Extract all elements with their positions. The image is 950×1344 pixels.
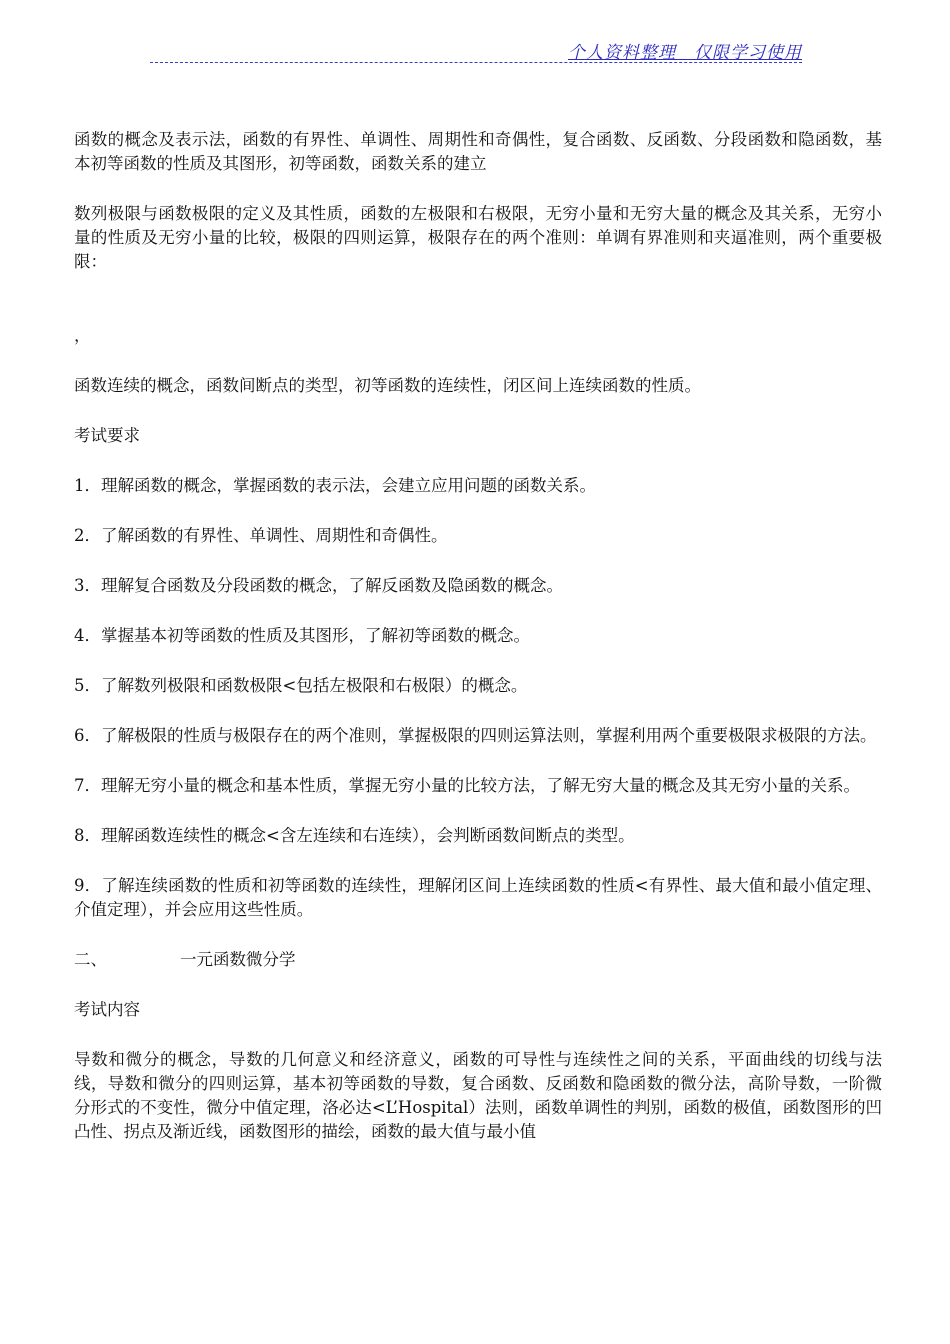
section-number: 二、 [74, 950, 107, 969]
requirement-item: 1．理解函数的概念，掌握函数的表示法，会建立应用问题的函数关系。 [74, 476, 596, 495]
requirement-item: 3．理解复合函数及分段函数的概念，了解反函数及隐函数的概念。 [74, 576, 563, 595]
requirement-item: 7．理解无穷小量的概念和基本性质，掌握无穷小量的比较方法，了解无穷大量的概念及其无穷小量的关系。 [74, 776, 860, 795]
heading-exam-content: 考试内容 [74, 1000, 140, 1019]
requirement-item: 2．了解函数的有界性、单调性、周期性和奇偶性。 [74, 526, 448, 545]
section-heading-2 [74, 948, 882, 972]
paragraph-continuity: 函数连续的概念，函数间断点的类型，初等函数的连续性，闭区间上连续函数的性质。 [74, 376, 701, 395]
requirement-item: 9．了解连续函数的性质和初等函数的连续性，理解闭区间上连续函数的性质<有界性、最大值和最小值定理、介值定理），并会应用这些性质。 [74, 876, 882, 919]
page-header [150, 38, 802, 63]
paragraph-differential-calculus: 导数和微分的概念，导数的几何意义和经济意义，函数的可导性与连续性之间的关系，平面曲线的切线与法线，导数和微分的四则运算，基本初等函数的导数，复合函数、反函数和隐函数的微分法，高阶导数，一阶微分形式的不变性，微分中值定理，洛必达<L’Hospital）法则，函数单调性的判别，函数的极值，函数图形的凹凸性、拐点及渐近线，函数图形的描绘，函数的最大值与最小值 [74, 1050, 882, 1141]
document-body [74, 128, 882, 1144]
requirement-item: 6．了解极限的性质与极限存在的两个准则，掌握极限的四则运算法则，掌握利用两个重要极限求极限的方法。 [74, 726, 877, 745]
header-text: 个人资料整理 仅限学习使用 [568, 43, 802, 63]
requirement-item: 4．掌握基本初等函数的性质及其图形，了解初等函数的概念。 [74, 626, 530, 645]
section-title: 一元函数微分学 [180, 950, 296, 969]
requirement-item: 5．了解数列极限和函数极限<包括左极限和右极限）的概念。 [74, 676, 528, 695]
heading-exam-requirements: 考试要求 [74, 426, 140, 445]
paragraph-comma: ， [74, 326, 91, 345]
paragraph-limits: 数列极限与函数极限的定义及其性质，函数的左极限和右极限，无穷小量和无穷大量的概念及其关系，无穷小量的性质及无穷小量的比较，极限的四则运算，极限存在的两个准则：单调有界准则和夹逼准则，两个重要极限： [74, 204, 882, 271]
requirement-item: 8．理解函数连续性的概念<含左连续和右连续），会判断函数间断点的类型。 [74, 826, 635, 845]
paragraph-function-concepts: 函数的概念及表示法，函数的有界性、单调性、周期性和奇偶性，复合函数、反函数、分段函数和隐函数，基本初等函数的性质及其图形，初等函数，函数关系的建立 [74, 130, 882, 173]
